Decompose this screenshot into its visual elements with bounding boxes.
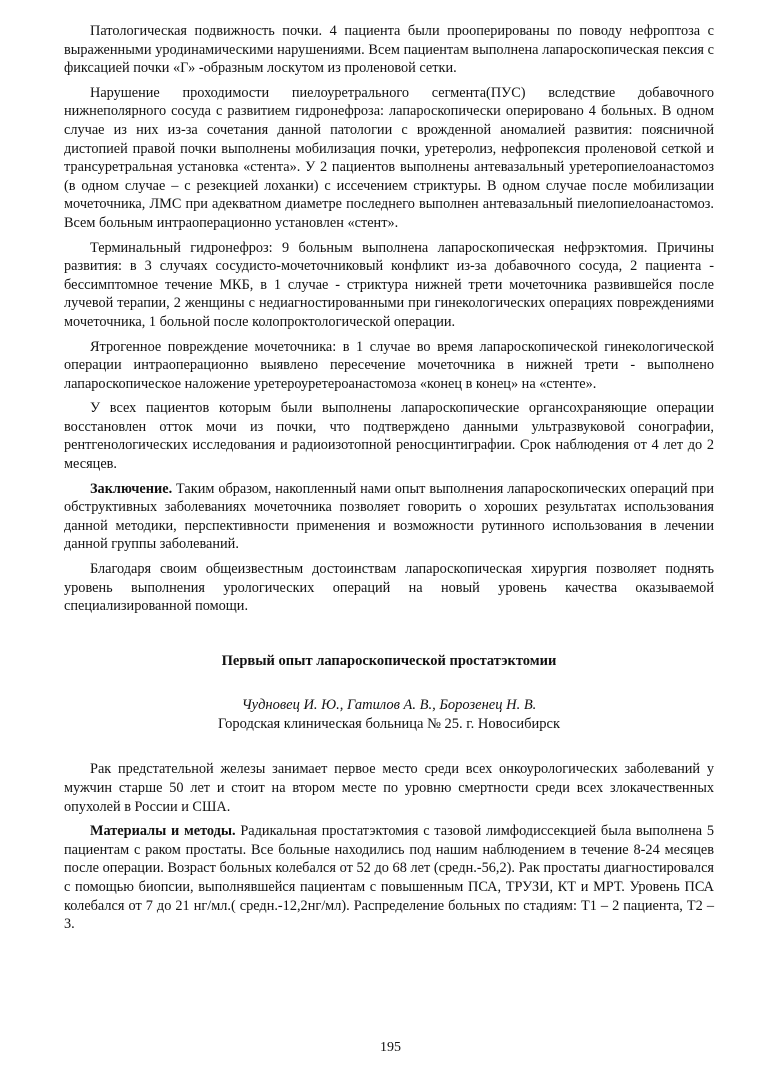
paragraph-outcomes: У всех пациентов которым были выполнены лапароскопические органсохраняющие операции восстановлен отток мочи из почки, что подтверждено данными ультразвуковой сонографии, рентгенологических исследования и радиоизотопной реносцинтиграфии. Срок наблюдения от 4 лет до 2 месяцев.	[64, 400, 714, 473]
article-affiliation: Городская клиническая больница № 25. г. Новосибирск	[218, 716, 560, 733]
conclusion-lead: Заключение.	[90, 480, 173, 497]
paragraph-closing: Благодаря своим общеизвестным достоинствам лапароскопическая хирургия позволяет поднять уровень выполнения урологических операций на новый уровень качества оказываемой специализированной помощи.	[64, 561, 714, 615]
paragraph-iatrogenic-injury: Ятрогенное повреждение мочеточника: в 1 случае во время лапароскопической гинекологической операции интраоперационно выявлено пересечение мочеточника в нижней трети - выполнено лапароскопическое наложение уретероуретероанастомоза «конец в конец» на «стенте».	[64, 338, 714, 392]
paragraph-mobility: Патологическая подвижность почки. 4 пациента были прооперированы по поводу нефроптоза с выраженными уродинамическими нарушениями. Всем пациентам выполнена лапароскопическая пексия с фиксацией почки «Г» -образным лоскутом из проленовой сетки.	[64, 23, 714, 77]
methods-text: Радикальная простатэктомия с тазовой лимфодиссекцией была выполнена 5 пациентам с раком простаты. Все больные находились под нашим наблюдением в течение 8-24 месяцев после операции. Возраст больных колебался от 52 до 68 лет (средн.-56,2). Рак простаты диагностировался с помощью биопсии, выполнявшейся пациентам с повышенным ПСА, ТРУЗИ, КТ и МРТ. Уровень ПСА колебался от 7 до 21 нг/мл.( средн.-12,2нг/мл). Распределение больных по стадиям: Т1 – 2 пациента, Т2 – 3.	[64, 823, 714, 933]
page-number: 195	[380, 1040, 401, 1055]
methods-lead: Материалы и методы.	[90, 823, 236, 840]
paragraph-intro: Рак предстательной железы занимает первое место среди всех онкоурологических заболеваний у мужчин старше 50 лет и стоит на втором месте по уровню смертности среди всех злокачественных опухолей в России и США.	[64, 761, 714, 815]
section-gap	[64, 622, 714, 652]
article-authors: Чудновец И. Ю., Гатилов А. В., Борозенец Н. В.	[241, 697, 537, 714]
page-content	[64, 22, 714, 940]
paragraph-terminal-hydronephrosis: Терминальный гидронефроз: 9 больным выполнена лапароскопическая нефрэктомия. Причины развития: в 3 случаях сосудисто-мочеточниковый конфликт из-за добавочного сосуда, 2 пациента - бессимптомное течение МКБ, в 1 случае - стриктура нижней трети мочеточника развившейся после лучевой терапии, 2 женщины с недиагностированными при гинекологических операциях повреждениями мочеточника, 1 больной после колопроктологической операции.	[64, 239, 714, 330]
paragraph-methods	[64, 822, 714, 934]
article-title: Первый опыт лапароскопической простатэктомии	[221, 652, 557, 669]
paragraph-conclusion	[64, 480, 714, 554]
conclusion-text: Таким образом, накопленный нами опыт выполнения лапароскопических операций при обструктивных заболеваниях мочеточника позволяет говорить о хороших результатах использования данной методики, перспективности применения и возможности рутинного использования в лечении данной группы заболеваний.	[64, 480, 714, 553]
paragraph-pus-obstruction: Нарушение проходимости пиелоуретрального сегмента(ПУС) вследствие добавочного нижнеполярного сосуда с развитием гидронефроза: лапароскопически оперировано 4 больных. В одном случае из них из-за сочетания данной патологии с врожденной аномалией развития: поясничной дистопией правой почки выполнены мобилизация почки, уретеролиз, нефропексия проленовой сеткой и трансуретральная установка «стента». У 2 пациентов выполнены антевазальный уретеропиелоанастомоз (в одном случае – с резекцией лоханки) с иссечением стриктуры. В одном случае после мобилизации мочеточника, ЛМС при адекватном диаметре последнего выполнен антевазальный пиелопиелоанастомоз. Всем больным интраоперационно установлен «стент».	[64, 84, 714, 231]
